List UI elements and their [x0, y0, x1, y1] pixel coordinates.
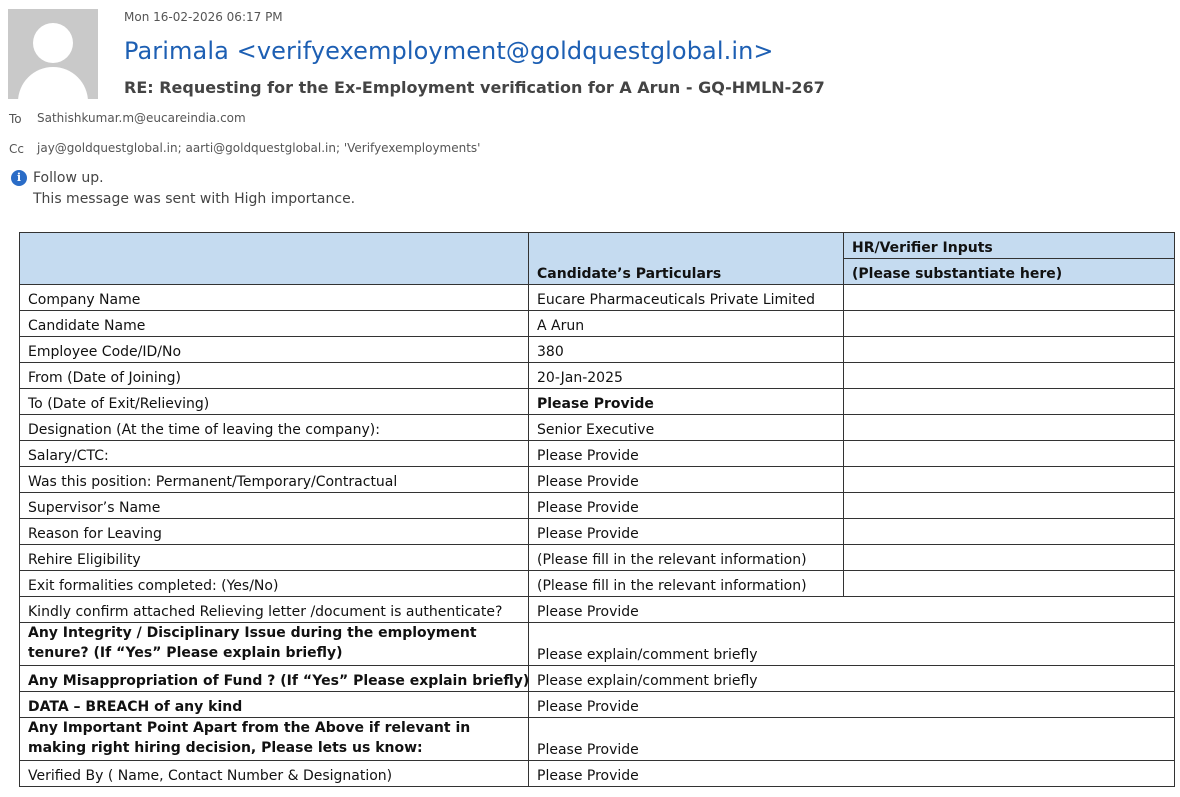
row-input [844, 415, 1175, 441]
row-label: Supervisor’s Name [20, 493, 529, 519]
to-recipients[interactable]: Sathishkumar.m@eucareindia.com [37, 111, 246, 125]
avatar-head-shape [33, 23, 73, 63]
row-value: Please Provide [529, 493, 844, 519]
row-input [844, 571, 1175, 597]
row-label: Salary/CTC: [20, 441, 529, 467]
table-row [20, 597, 1175, 623]
table-row [20, 493, 1175, 519]
row-label: From (Date of Joining) [20, 363, 529, 389]
table-row [20, 441, 1175, 467]
table-row [20, 761, 1175, 787]
row-value: Please explain/comment briefly [529, 623, 1175, 666]
row-label: DATA – BREACH of any kind [20, 692, 529, 718]
table-row [20, 337, 1175, 363]
message-subject: RE: Requesting for the Ex-Employment verification for A Arun - GQ-HMLN-267 [124, 78, 825, 97]
table-row [20, 415, 1175, 441]
sender-avatar [8, 9, 98, 99]
table-row [20, 363, 1175, 389]
row-input [844, 493, 1175, 519]
table-row [20, 545, 1175, 571]
row-value: Please Provide [529, 718, 1175, 761]
row-label: Exit formalities completed: (Yes/No) [20, 571, 529, 597]
row-input [844, 467, 1175, 493]
row-label: To (Date of Exit/Relieving) [20, 389, 529, 415]
header-cell-blank [20, 233, 529, 285]
row-value: Please Provide [529, 761, 1175, 787]
row-input [844, 311, 1175, 337]
row-value: Please Provide [529, 692, 1175, 718]
row-input [844, 285, 1175, 311]
importance-note: This message was sent with High importance. [33, 191, 356, 207]
row-label: Candidate Name [20, 311, 529, 337]
row-label: Rehire Eligibility [20, 545, 529, 571]
table-row [20, 389, 1175, 415]
table-row [20, 623, 1175, 666]
row-label: Designation (At the time of leaving the company): [20, 415, 529, 441]
info-icon: i [11, 170, 27, 186]
table-row [20, 285, 1175, 311]
row-label: Verified By ( Name, Contact Number & Designation) [20, 761, 529, 787]
row-label: Reason for Leaving [20, 519, 529, 545]
row-label: Kindly confirm attached Relieving letter /document is authenticate? [20, 597, 529, 623]
avatar-body-shape [18, 67, 88, 99]
row-label: Any Important Point Apart from the Above if relevant in making right hiring decision, Please lets us know: [20, 718, 529, 761]
row-value: Please Provide [529, 519, 844, 545]
table-row [20, 519, 1175, 545]
row-value: Please Provide [529, 597, 1175, 623]
row-value: Please Provide [529, 467, 844, 493]
table-row [20, 311, 1175, 337]
header-hr-verifier-inputs: HR/Verifier Inputs [844, 233, 1175, 259]
header-candidate-particulars: Candidate’s Particulars [529, 233, 844, 285]
cc-label: Cc [9, 142, 24, 156]
row-label: Company Name [20, 285, 529, 311]
row-value: Senior Executive [529, 415, 844, 441]
row-input [844, 363, 1175, 389]
row-input [844, 441, 1175, 467]
row-input [844, 389, 1175, 415]
cc-recipients[interactable]: jay@goldquestglobal.in; aarti@goldquestglobal.in; 'Verifyexemployments' [37, 141, 481, 155]
row-label: Was this position: Permanent/Temporary/Contractual [20, 467, 529, 493]
row-value: A Arun [529, 311, 844, 337]
row-label: Employee Code/ID/No [20, 337, 529, 363]
row-value: Please explain/comment briefly [529, 666, 1175, 692]
table-row [20, 718, 1175, 761]
verification-table [19, 232, 1175, 787]
table-row [20, 571, 1175, 597]
row-value: Please Provide [529, 441, 844, 467]
follow-up-flag: Follow up. [33, 170, 104, 186]
table-row [20, 467, 1175, 493]
row-label: Any Misappropriation of Fund ? (If “Yes” Please explain briefly) [20, 666, 529, 692]
row-value: 20-Jan-2025 [529, 363, 844, 389]
row-value: (Please fill in the relevant information) [529, 545, 844, 571]
sender-name[interactable]: Parimala <verifyexemployment@goldquestglobal.in> [124, 37, 774, 65]
row-input [844, 545, 1175, 571]
message-date: Mon 16-02-2026 06:17 PM [124, 10, 283, 24]
header-substantiate: (Please substantiate here) [844, 259, 1175, 285]
table-row [20, 692, 1175, 718]
table-row [20, 666, 1175, 692]
row-input [844, 519, 1175, 545]
row-value: Please Provide [529, 389, 844, 415]
row-input [844, 337, 1175, 363]
row-value: Eucare Pharmaceuticals Private Limited [529, 285, 844, 311]
row-label: Any Integrity / Disciplinary Issue during the employment tenure? (If “Yes” Please explain briefly) [20, 623, 529, 666]
row-value: 380 [529, 337, 844, 363]
row-value: (Please fill in the relevant information) [529, 571, 844, 597]
to-label: To [9, 112, 22, 126]
